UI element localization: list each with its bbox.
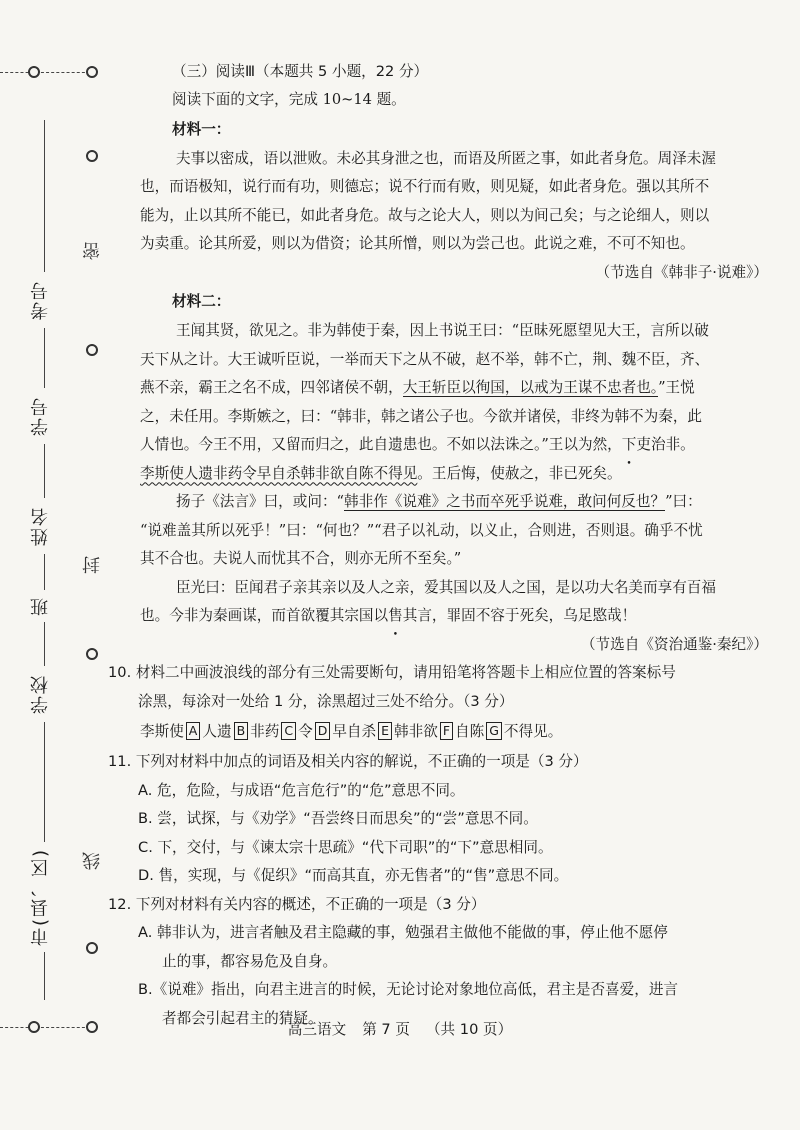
question-number: 12. (108, 895, 132, 913)
footer-total: （共 10 页） (425, 1021, 513, 1038)
question-number: 10. (108, 664, 132, 681)
material1-source: （节选自《韩非子·说难》） (595, 263, 768, 281)
punch-circle (86, 648, 98, 660)
segment: 不得见。 (503, 723, 563, 740)
page-footer (0, 1018, 800, 1039)
option-a[interactable]: A. 韩非认为，进言者触及君主隐藏的事，勉强君主做他不能做的事，停止他不愿停 (138, 924, 668, 941)
school-label: 学校 (28, 666, 60, 722)
segment: 早自杀 (332, 723, 377, 740)
footer-subject: 高三语文 (287, 1021, 347, 1038)
exam-number-label: 考号 (28, 272, 60, 328)
footer-page: 第 7 页 (362, 1021, 410, 1038)
cut-word-seal: 密 (82, 242, 103, 260)
option-b[interactable]: B.《说难》指出，向君主进言的时候，无论讨论对象地位高低，君主是否喜爱，进言 (138, 981, 679, 998)
text-line (140, 602, 770, 631)
text-line (140, 374, 770, 403)
question-10-stem-cont: 涂黑，每涂对一处给 1 分，涂黑超过三处不给分。（3 分） (138, 692, 514, 710)
text-span: 扬子《法言》曰，或问：“ (176, 493, 344, 510)
exam-content (108, 58, 770, 1033)
material2-title: 材料二： (172, 293, 231, 310)
punch-circle (86, 942, 98, 954)
text-span: 吏治非。 (636, 436, 695, 453)
option-b[interactable]: B. 尝，试探，与《劝学》“吾尝终日而思矣”的“尝”意思不同。 (138, 810, 538, 827)
underlined-question: 韩非作《说难》之书而卒死乎说难，敢问何反也？ (344, 493, 666, 510)
material2-paragraph-2 (140, 488, 770, 574)
cut-line-top (0, 72, 90, 73)
option-a[interactable]: A. 危，危险，与成语“危言危行”的“危”意思不同。 (138, 781, 465, 799)
section-instruction: 阅读下面的文字，完成 10~14 题。 (172, 91, 406, 108)
material2-paragraph-3 (140, 574, 770, 631)
option-c[interactable]: C. 下，交付，与《谏太宗十思疏》“代下司职”的“下”意思相同。 (138, 838, 553, 856)
punch-circle (28, 66, 40, 78)
text-span: 其言，罪固不容于死矣，乌足愍哉！ (402, 607, 637, 624)
text-line (140, 431, 770, 460)
segment: 自陈 (455, 723, 485, 740)
break-option-row (140, 716, 770, 748)
break-box-e[interactable]: E (378, 722, 392, 740)
text-span: ”曰： (665, 493, 702, 510)
break-box-d[interactable]: D (315, 722, 331, 740)
material1-title: 材料一： (172, 120, 231, 138)
text-span: ”王悦 (658, 379, 695, 396)
text-span: 燕不亲，霸王之名不成，四邻诸侯不朝， (140, 379, 403, 396)
text-line (140, 460, 770, 489)
text-line: 臣光曰：臣闻君子亲其亲以及人之亲，爱其国以及人之国，是以功大名美而享有百福 (176, 578, 716, 596)
text-span: 也。今非为秦画谋，而首欲覆其宗国以 (140, 607, 389, 624)
punch-circle (86, 344, 98, 356)
question-12 (108, 891, 770, 1034)
question-text: 下列对材料有关内容的概述，不正确的一项是（3 分） (135, 895, 486, 913)
question-text: 材料二中画波浪线的部分有三处需要断句，请用铅笔将答题卡上相应位置的答案标号 (135, 664, 676, 681)
section-heading: （三）阅读Ⅲ（本题共 5 小题，22 分） (172, 63, 429, 80)
question-10-stem (108, 659, 770, 688)
student-number-label: 学号 (28, 388, 60, 444)
material1-text (140, 145, 770, 259)
break-box-c[interactable]: C (281, 722, 296, 740)
segment: 李斯使 (140, 723, 184, 740)
material2-source: （节选自《资治通鉴·秦纪》） (580, 635, 768, 653)
dotted-word-shou: 售 (388, 607, 403, 624)
break-box-f[interactable]: F (440, 722, 453, 740)
question-number: 11. (108, 753, 132, 770)
option-a-cont: 止的事，都容易危及自身。 (162, 952, 338, 970)
option-d[interactable]: D. 售，实现，与《促织》“而高其直，亦无售者”的“售”意思不同。 (138, 867, 569, 884)
question-12-stem (108, 891, 770, 920)
text-line (140, 488, 770, 517)
question-text: 下列对材料中加点的词语及相关内容的解说，不正确的一项是（3 分） (135, 753, 588, 770)
question-11-stem (108, 748, 770, 777)
break-box-g[interactable]: G (486, 722, 502, 740)
dotted-word-xia: 下 (621, 436, 637, 453)
text-span: 人情也。今王不用，又留而归之，此自遗患也。不如以法诛之。”王以为然， (140, 436, 622, 453)
binding-margin (0, 0, 120, 1130)
question-11 (108, 748, 770, 891)
wavy-underlined-passage: 李斯使人遗非药令早自杀韩非欲自陈不得见 (140, 464, 418, 482)
class-label: 班 (28, 590, 60, 622)
punch-circle (86, 66, 98, 78)
text-line: 王闻其贤，欲见之。非为韩使于秦，因上书说王曰：“臣昧死愿望见大王，言所以破 (176, 322, 709, 339)
punch-circle (86, 150, 98, 162)
text-line: 其不合也。夫说人而忧其不合，则亦无所不至矣。” (140, 550, 462, 567)
text-line: 之，未任用。李斯嫉之，曰：“韩非，韩之诸公子也。今欲并诸侯，非终为韩不为秦，此 (140, 407, 703, 425)
text-line: 为卖重。论其所爱，则以为借资；论其所憎，则以为尝己也。此说之难，不可不知也。 (140, 235, 695, 252)
underlined-sentence: 大王斩臣以徇国，以戒为王谋不忠者也。 (402, 379, 659, 396)
text-line: 也，而语极知，说行而有功，则德忘；说不行而有败，则见疑，如此者身危。强以其所不 (140, 178, 710, 195)
text-line: 能为，止以其所不能已，如此者身危。故与之论大人，则以为间己矣；与之论细人，则以 (140, 206, 710, 224)
text-line: 夫事以密成，语以泄败。未必其身泄之也，而语及所匿之事，如此者身危。周泽未渥 (176, 149, 716, 167)
break-box-b[interactable]: B (234, 722, 249, 740)
text-line: “说难盖其所以死乎！”曰：“何也？”“君子以礼动，以义止，合则进，否则退。确乎不忧 (140, 521, 703, 539)
cut-word-line: 线 (82, 852, 103, 870)
text-span: 。王后悔，使赦之，非已死矣。 (417, 464, 622, 482)
name-label: 姓名 (28, 498, 60, 554)
segment: 人遗 (202, 723, 232, 740)
text-line: 天下从之计。大王诚听臣说，一举而天下之从不破，赵不举，韩不亡，荆、魏不臣，齐、 (140, 350, 710, 368)
question-10 (108, 659, 770, 748)
material2-paragraph-1 (140, 317, 770, 488)
district-label: 市(县、区) (28, 842, 60, 952)
cut-word-close: 封 (82, 556, 103, 574)
segment: 令 (298, 723, 313, 740)
break-box-a[interactable]: A (186, 722, 201, 740)
segment: 非药 (250, 723, 280, 740)
segment: 韩非欲 (394, 723, 438, 740)
option-b-cont: 者都会引起君主的猜疑。 (162, 1009, 323, 1027)
